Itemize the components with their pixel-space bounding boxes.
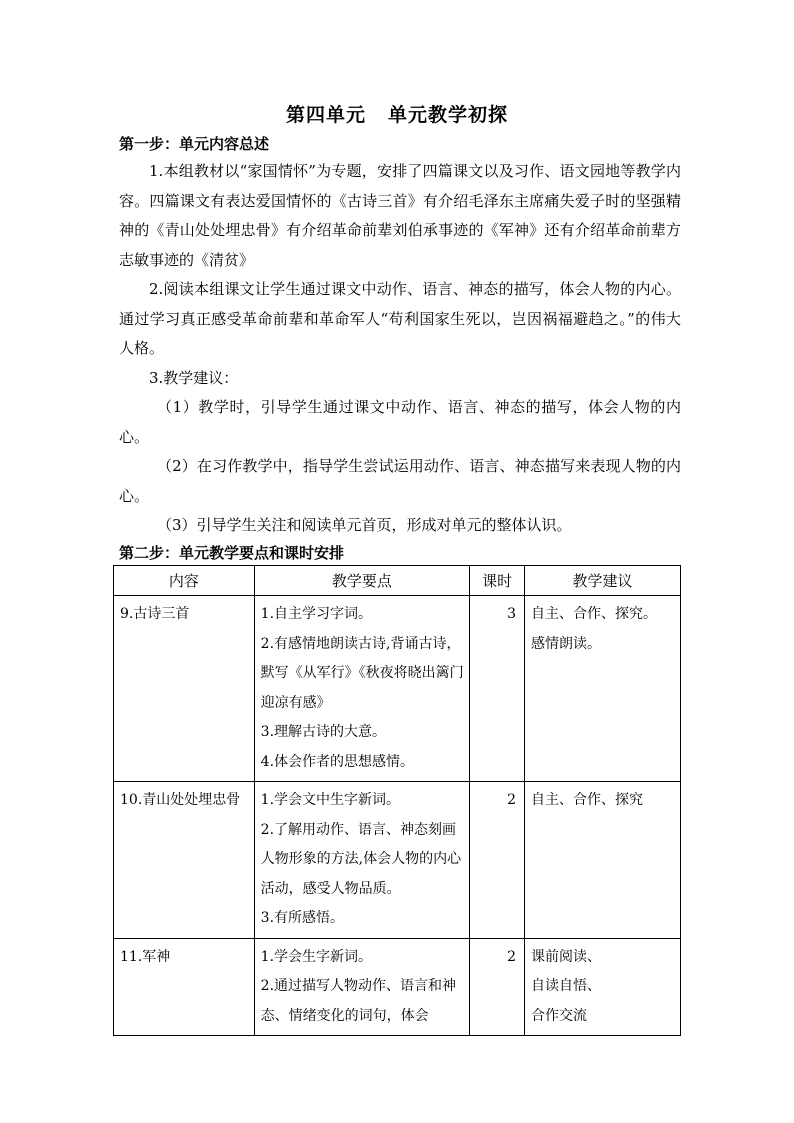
header-hours: 课时 (470, 566, 525, 596)
cell-suggestions (525, 596, 681, 782)
title-unit: 第四单元 (285, 104, 366, 126)
header-content: 内容 (114, 566, 255, 596)
table-row (114, 782, 681, 939)
paragraph-4: （1）教学时，引导学生通过课文中动作、语言、神态的描写，体会人物的内心。 (119, 398, 681, 446)
paragraph-6: （3）引导学生关注和阅读单元首页，形成对单元的整体认识。 (157, 516, 572, 534)
point-item: 2.了解用动作、语言、神态刻画人物形象的方法,体会人物的内心活动，感受人物品质。 (260, 821, 462, 897)
point-item: 2.通过描写人物动作、语言和神态、情绪变化的词句，体会 (260, 978, 457, 1024)
cell-content: 9.古诗三首 (114, 596, 255, 782)
cell-hours: 3 (470, 596, 525, 782)
table-header-row (114, 566, 681, 596)
paragraph-3: 3.教学建议： (149, 368, 239, 387)
lesson-plan-table (113, 565, 681, 1036)
cell-content: 11.军神 (114, 938, 255, 1036)
table-row (114, 596, 681, 782)
cell-points (254, 596, 469, 782)
cell-points (254, 782, 469, 939)
step1-body (119, 157, 681, 541)
cell-hours: 2 (470, 938, 525, 1036)
header-points: 教学要点 (254, 566, 469, 596)
table-row (114, 938, 681, 1036)
point-item: 2.有感情地朗读古诗,背诵古诗，默写《从军行》《秋夜将晓出篱门迎凉有感》 (260, 635, 464, 711)
title-topic: 单元教学初探 (388, 104, 509, 126)
cell-suggestions (525, 782, 681, 939)
point-item: 4.体会作者的思想感情。 (260, 753, 415, 770)
step1-heading: 第一步：单元内容总述 (119, 135, 270, 153)
cell-suggestions (525, 938, 681, 1036)
suggestion-item: 合作交流 (531, 1007, 588, 1024)
point-item: 1.自主学习字词。 (260, 606, 373, 622)
page-title (0, 100, 794, 127)
cell-points (254, 938, 469, 1036)
header-suggestions: 教学建议 (525, 566, 681, 596)
paragraph-2: 2.阅读本组课文让学生通过课文中动作、语言、神态的描写，体会人物的内心。通过学习真正感受革命前辈和革命军人“苟利国家生死以，岂因祸福避趋之。”的伟大人格。 (119, 280, 681, 357)
point-item: 3.有所感悟。 (260, 910, 345, 926)
suggestion-item: 自主、合作、探究 (531, 792, 644, 808)
suggestion-item: 自读自悟、 (531, 978, 602, 994)
paragraph-5: （2）在习作教学中，指导学生尝试运用动作、语言、神态描写来表现人物的内心。 (119, 457, 681, 505)
point-item: 1.学会生字新词。 (260, 948, 373, 965)
point-item: 3.理解古诗的大意。 (260, 724, 387, 740)
paragraph-1: 1.本组教材以“家国情怀”为专题，安排了四篇课文以及习作、语文园地等教学内容。四篇课文有表达爱国情怀的《古诗三首》有介绍毛泽东主席痛失爱子时的坚强精神的《青山处处埋忠骨》有介绍革命前辈刘伯承事迹的《军神》还有介绍革命前辈方志敏事迹的《清贫》 (119, 162, 681, 269)
suggestion-item: 课前阅读、 (531, 948, 602, 965)
step2-heading: 第二步：单元教学要点和课时安排 (119, 544, 345, 562)
cell-content: 10.青山处处埋忠骨 (114, 782, 255, 939)
suggestion-item: 感情朗读。 (531, 635, 602, 652)
suggestion-item: 自主、合作、探究。 (531, 606, 658, 622)
point-item: 1.学会文中生字新词。 (260, 792, 401, 808)
cell-hours: 2 (470, 782, 525, 939)
